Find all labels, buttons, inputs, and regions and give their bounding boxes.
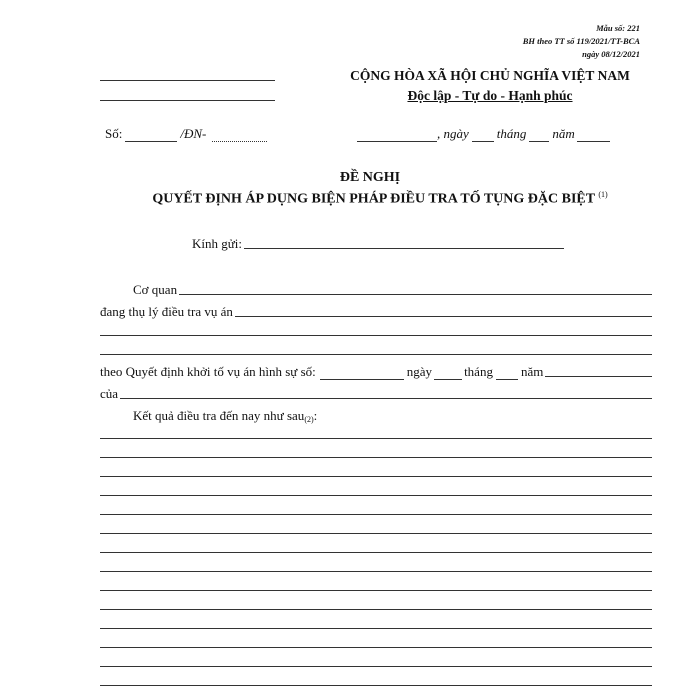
national-motto xyxy=(330,88,650,104)
of-label: của xyxy=(100,386,119,401)
case-handling-label: đang thụ lý điều tra vụ án xyxy=(100,304,233,319)
day-label: , ngày xyxy=(437,126,469,141)
document-subtitle xyxy=(0,190,700,208)
recipient-row xyxy=(192,236,564,252)
result-line[interactable] xyxy=(100,590,652,591)
subtitle-text: QUYẾT ĐỊNH ÁP DỤNG BIỆN PHÁP ĐIỀU TRA TỐ TỤNG ĐẶC BIỆT xyxy=(152,191,595,207)
day-field[interactable] xyxy=(472,129,494,142)
result-line[interactable] xyxy=(100,647,652,648)
document-number-row xyxy=(105,126,267,142)
issuing-agency-line[interactable] xyxy=(100,80,275,81)
dn-code-field[interactable] xyxy=(212,129,267,142)
decision-year-label: năm xyxy=(520,364,544,379)
result-line[interactable] xyxy=(100,457,652,458)
case-handling-row xyxy=(100,304,652,320)
result-footnote-marker: (2) xyxy=(304,415,314,424)
month-field[interactable] xyxy=(529,129,549,142)
decision-label: theo Quyết định khởi tố vụ án hình sự số: xyxy=(100,364,316,379)
year-label: năm xyxy=(552,126,575,141)
national-title: CỘNG HÒA XÃ HỘI CHỦ NGHĨA VIỆT NAM xyxy=(350,68,630,83)
year-field[interactable] xyxy=(577,129,610,142)
result-line[interactable] xyxy=(100,476,652,477)
result-colon: : xyxy=(313,408,318,423)
decision-month-field[interactable] xyxy=(496,367,518,380)
result-row xyxy=(133,408,317,424)
document-title: ĐỀ NGHỊ xyxy=(339,170,401,185)
form-code-circular: BH theo TT số 119/2021/TT-BCA xyxy=(522,36,640,46)
blank-line[interactable] xyxy=(100,335,652,336)
result-line[interactable] xyxy=(100,628,652,629)
result-line[interactable] xyxy=(100,533,652,534)
result-line[interactable] xyxy=(100,552,652,553)
form-code xyxy=(523,22,640,61)
recipient-label: Kính gửi: xyxy=(192,236,243,251)
of-field[interactable] xyxy=(120,398,652,399)
place-field[interactable] xyxy=(357,129,437,142)
decision-year-field[interactable] xyxy=(545,376,652,377)
form-code-date: ngày 08/12/2021 xyxy=(582,49,640,59)
agency-row xyxy=(133,282,652,298)
result-line[interactable] xyxy=(100,666,652,667)
issuing-unit-line[interactable] xyxy=(100,100,275,101)
result-line[interactable] xyxy=(100,571,652,572)
agency-field[interactable] xyxy=(179,294,652,295)
dn-label: /ĐN- xyxy=(180,126,207,141)
result-line[interactable] xyxy=(100,438,652,439)
result-line[interactable] xyxy=(100,685,652,686)
of-row xyxy=(100,386,652,402)
subtitle-footnote-marker: (1) xyxy=(598,190,608,199)
result-line[interactable] xyxy=(100,495,652,496)
case-handling-field[interactable] xyxy=(235,316,652,317)
decision-day-field[interactable] xyxy=(434,367,462,380)
decision-number-field[interactable] xyxy=(320,367,404,380)
month-label: tháng xyxy=(496,126,527,141)
number-label: Số: xyxy=(105,126,123,141)
decision-month-label: tháng xyxy=(464,364,493,379)
recipient-field[interactable] xyxy=(244,248,564,249)
result-line[interactable] xyxy=(100,514,652,515)
decision-row xyxy=(100,364,652,380)
blank-line[interactable] xyxy=(100,354,652,355)
agency-label: Cơ quan xyxy=(133,282,178,297)
result-label: Kết quả điều tra đến nay như sau xyxy=(133,408,305,423)
decision-day-label: ngày xyxy=(406,364,433,379)
number-field[interactable] xyxy=(125,129,177,142)
motto-text: Độc lập - Tự do - Hạnh phúc xyxy=(407,88,573,103)
form-code-number: Mẫu số: 221 xyxy=(596,23,640,33)
date-row xyxy=(357,126,610,142)
result-line[interactable] xyxy=(100,609,652,610)
